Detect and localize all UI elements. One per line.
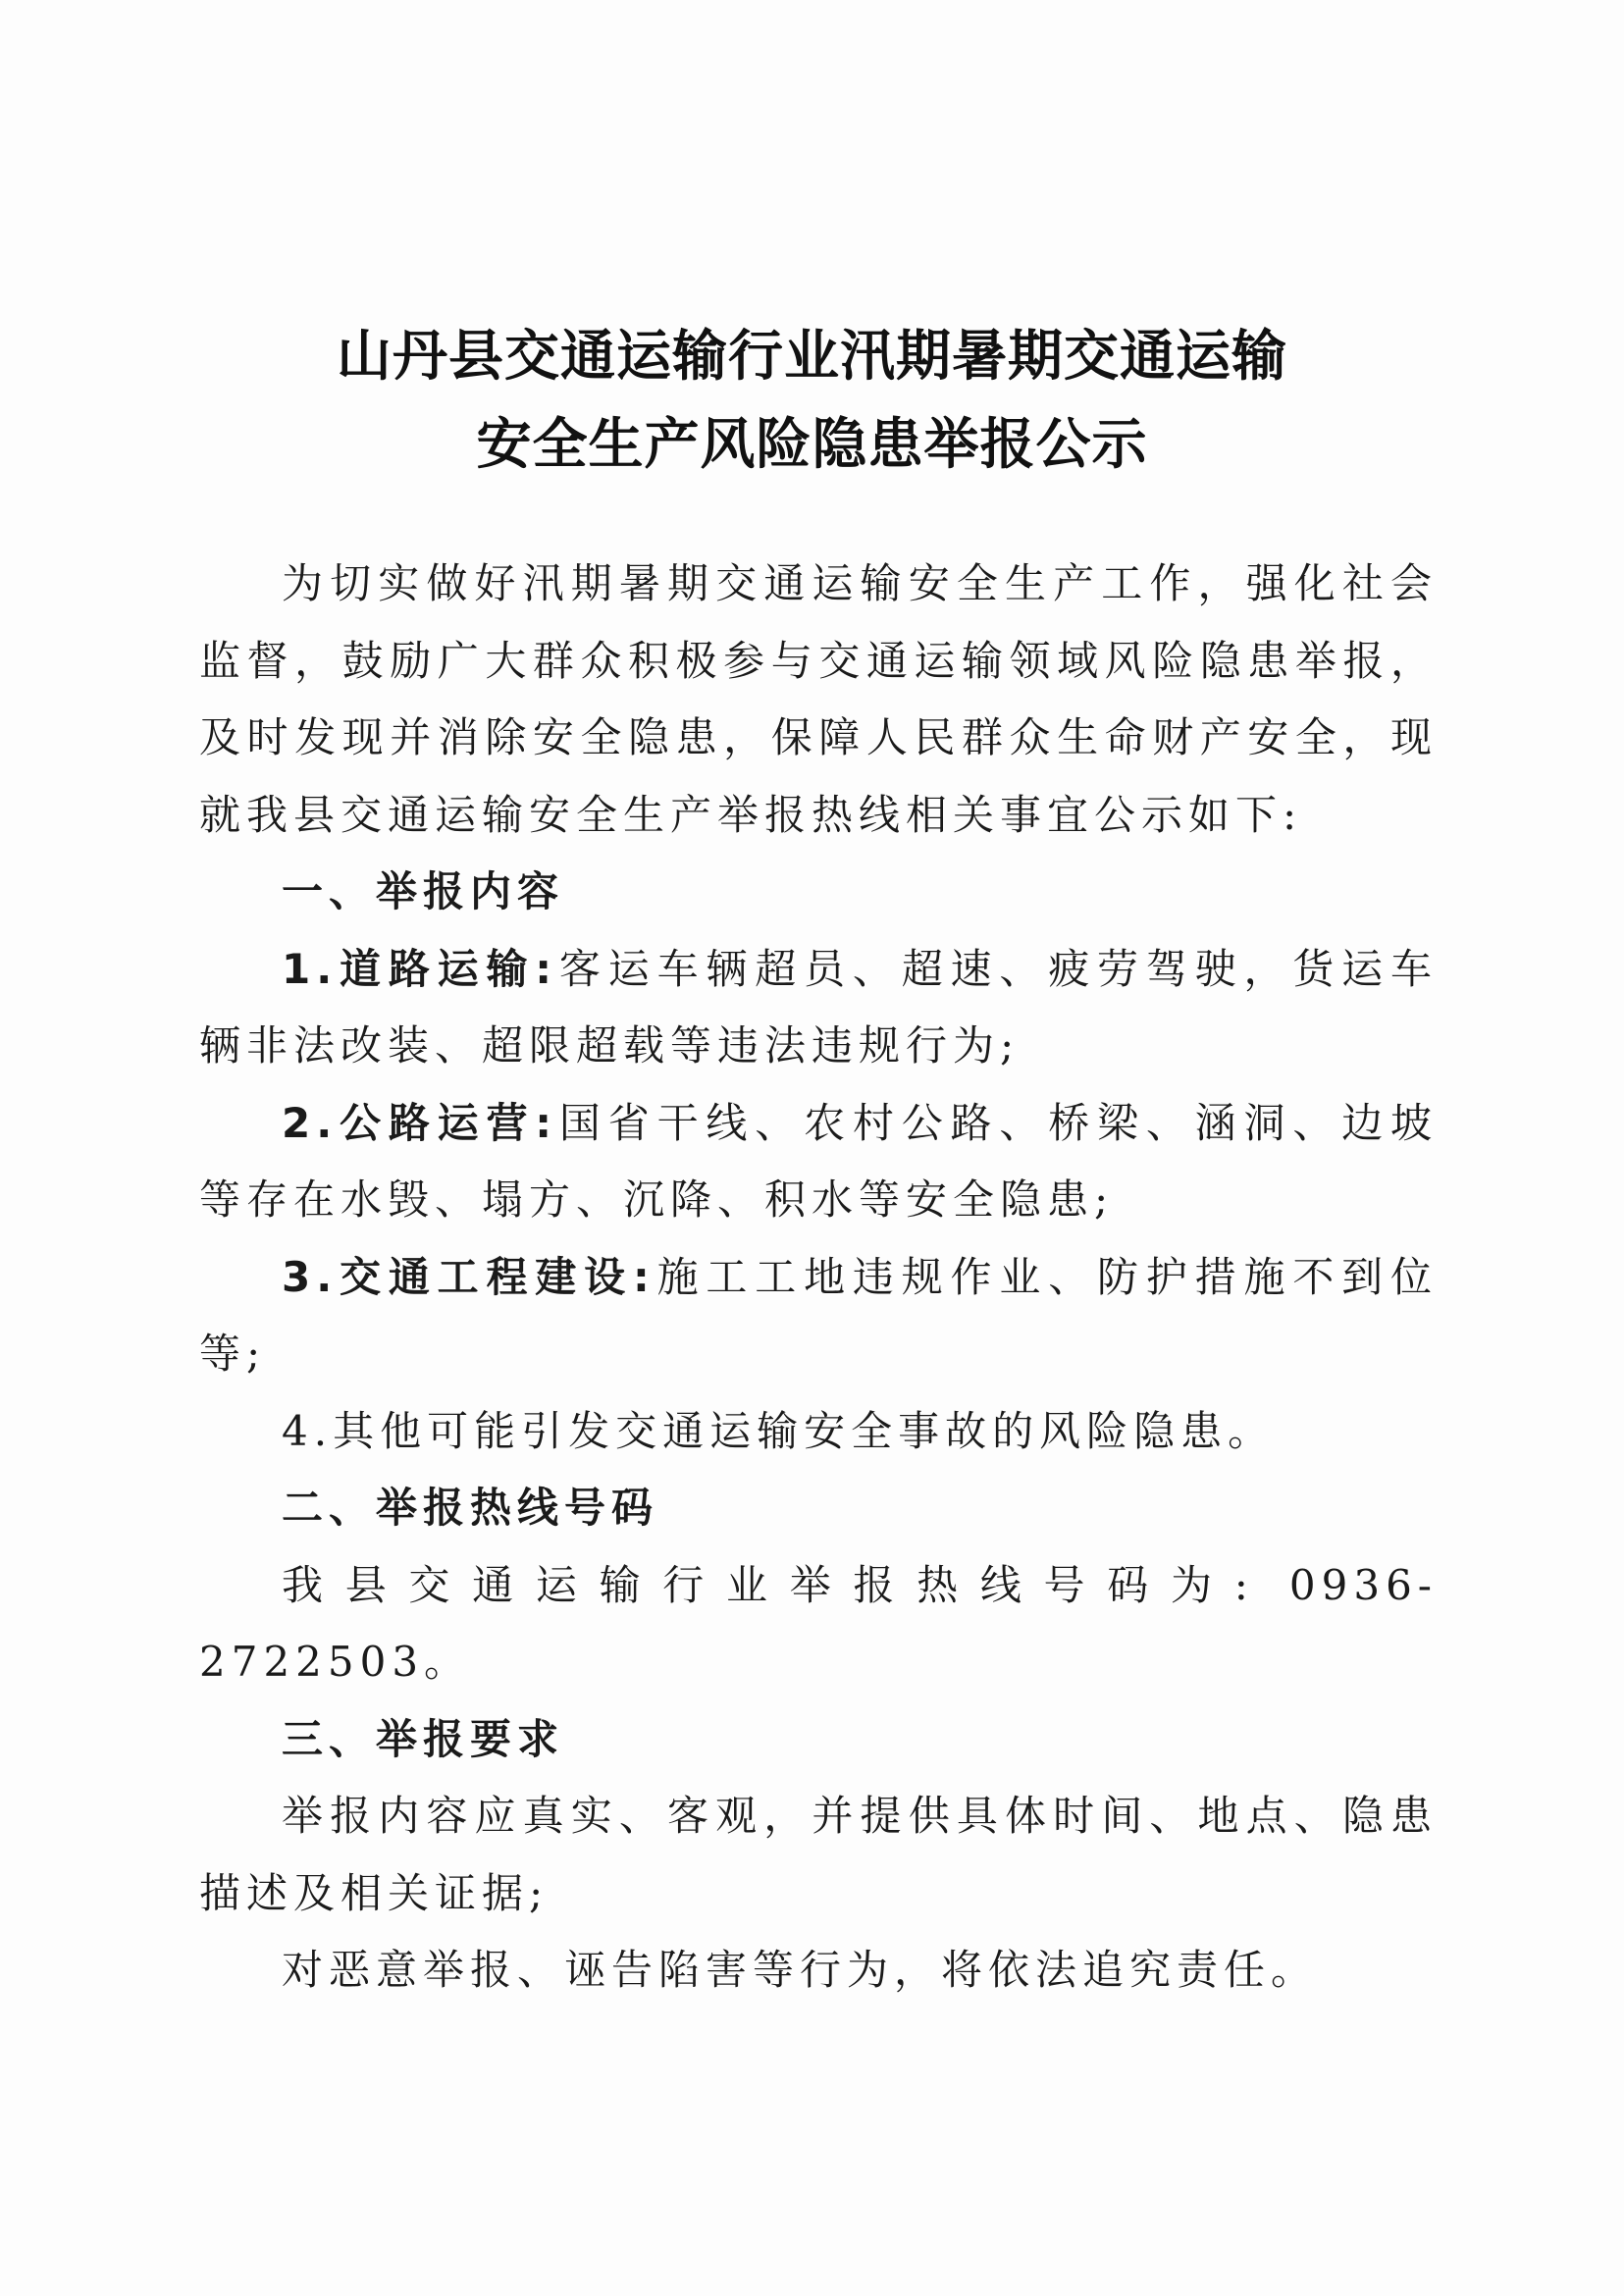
content-item-construction bbox=[199, 1239, 1438, 1393]
requirement-paragraph-2: 对恶意举报、诬告陷害等行为，将依法追究责任。 bbox=[282, 1946, 1319, 1994]
content-item-other bbox=[199, 1393, 1438, 1471]
item-lead: 2.公路运营: bbox=[282, 1098, 558, 1147]
title-line-2: 安全生产风险隐患举报公示 bbox=[476, 412, 1148, 477]
item-lead: 1.道路运输: bbox=[282, 944, 558, 993]
title-line-1: 山丹县交通运输行业汛期暑期交通运输 bbox=[337, 324, 1287, 389]
item-text: 4.其他可能引发交通运输安全事故的风险隐患。 bbox=[282, 1406, 1276, 1455]
item-lead: 3.交通工程建设: bbox=[282, 1252, 655, 1301]
section-heading-content: 一、举报内容 bbox=[282, 867, 565, 915]
requirement-paragraph-1: 举报内容应真实、客观，并提供具体时间、地点、隐患描述及相关证据; bbox=[199, 1792, 1438, 1917]
hotline-paragraph: 我县交通运输行业举报热线号码为: 0936-2722503。 bbox=[199, 1560, 1438, 1686]
document-body bbox=[199, 546, 1438, 2009]
item-text: 国省干线、农村公路、桥梁、涵洞、边坡等存在水毁、塌方、沉降、积水等安全隐患; bbox=[199, 1098, 1438, 1224]
item-text: 施工工地违规作业、防护措施不到位等; bbox=[199, 1252, 1438, 1378]
intro-paragraph: 为切实做好汛期暑期交通运输安全生产工作，强化社会监督，鼓励广大群众积极参与交通运输领域风险隐患举报，及时发现并消除安全隐患，保障人民群众生命财产安全，现就我县交通运输安全生产举报热线相关事宜公示如下: bbox=[199, 559, 1438, 839]
document-title bbox=[0, 312, 1624, 489]
section-heading-requirements: 三、举报要求 bbox=[282, 1714, 565, 1763]
content-item-road-transport bbox=[199, 931, 1438, 1085]
section-heading-hotline: 二、举报热线号码 bbox=[282, 1484, 659, 1532]
content-item-highway-operation bbox=[199, 1085, 1438, 1239]
item-text: 客运车辆超员、超速、疲劳驾驶，货运车辆非法改装、超限超载等违法违规行为; bbox=[199, 944, 1438, 1070]
